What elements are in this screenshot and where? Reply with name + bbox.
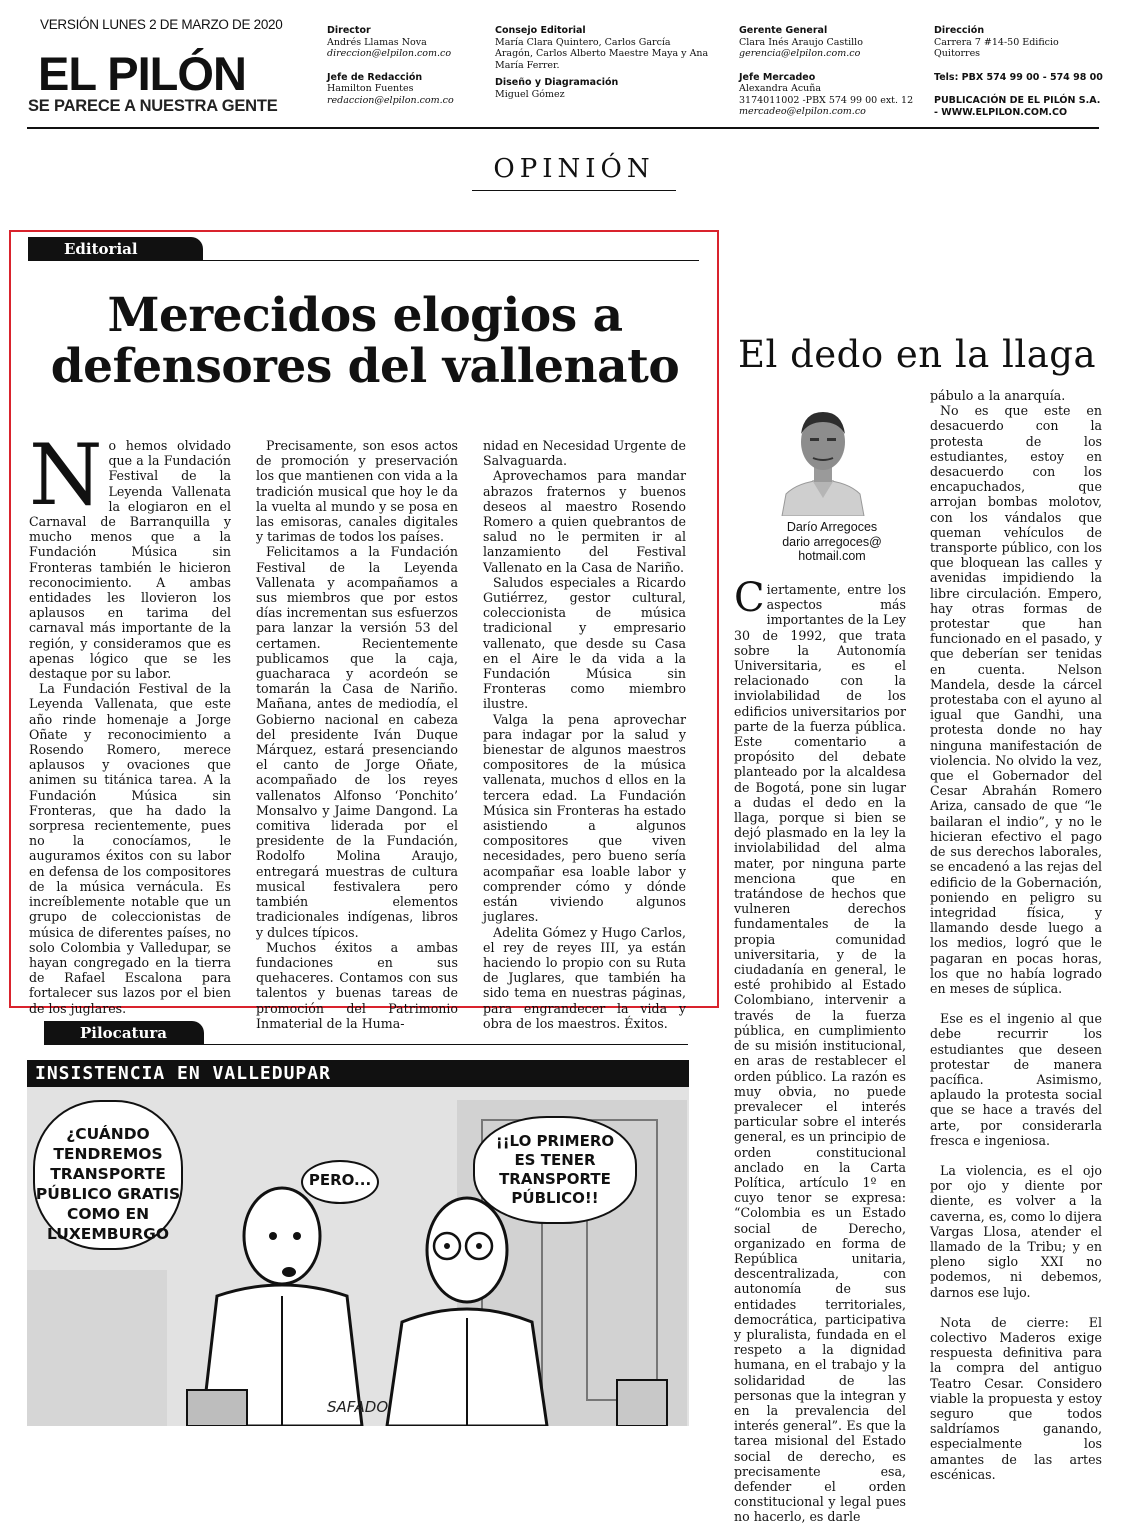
direccion-label: Dirección [934,25,985,36]
direccion-value: Carrera 7 #14-50 Edificio Quitorres [934,36,1059,59]
editorial-paragraph: Saludos especiales a Ricardo Gutiérrez, gestor cultural, coleccionista de música tradicional y empresario vallenato, que desde su Casa en el Aire le da vida a la Fundación Música sin Fronteras como miembro ilustre. [483,574,686,712]
column-paragraph: La violencia, es el ojo por ojo y diente por diente, es volver a la caverna, es, como lo dijera Vargas Llosa, atender el llamado de la Tribu; y en pleno siglo XXI no podemos, ni debemos, darnos ese lujo. [930,1162,1102,1300]
cartoonist-signature: SAFADO [327,1398,389,1416]
mercadeo-email[interactable]: mercadeo@elpilon.com.co [739,106,866,117]
editorial-paragraph: Adelita Gómez y Hugo Carlos, el rey de reyes III, ya están haciendo lo propio con su Ruta de Juglares, que también ha sido tema en nuestras páginas, para engrandecer la vida y obra de los maestros. Éxitos. [483,924,686,1031]
editorial-paragraph: La Fundación Festival de la Leyenda Vallenata, que este año rinde homenaje a Jorge Oñate y reconocimiento a Rosendo Romero, merece aplausos y ovaciones que animen su titánica tarea. A la Fundación Música sin Fronteras, que ha dado la sorpresa recientemente, pues no la conocíamos, le auguramos éxitos con su labor en defensa de los compositores de la música vernácula. Es increíblemente notable que un grupo de coleccionistas de música de diferentes países, no solo Colombia y Valledupar, se hayan congregado en la tierra de Rafael Escalona para fortalecer sus lazos por el bien de los juglares. [29,681,231,1016]
director-email[interactable]: direccion@elpilon.com.co [327,48,452,59]
consejo-label: Consejo Editorial [495,25,586,36]
column-paragraph: No es que este en desacuerdo con la protesta de los estudiantes, estoy en desacuerdo con los encapuchados, que arrojan bombas molotov, con los vándalos que queman vehículos de transporte público, con los que bloquean las calles y avenidas impidiendo la libre circulación. Empero, hay otras formas de protestar que han funcionado en el pasado, y que deberían ser tenidas en cuenta. Nelson Mandela, desde la cárcel protestaba con el ayuno al igual que Gandhi, una protesta donde no hay ninguna manifestación de violencia. No olvido la vez, que el Gobernador del Cesar Abrahán Romero Ariza, cansado de que “le bailaran el indio”, y no le hicieran efectivo el pago de sus derechos laborales, se encadenó a las rejas del edificio de la Gobernación, poniendo en peligro su integridad física, y llamando desde luego a los medios, logró que le pagaran en pocas horas, los que no había logrado en meses de súplica. [930,403,1102,996]
editorial-column-3 [483,438,686,1031]
masthead-rule [27,127,1099,129]
director-name: Andrés Llamas Nova [327,36,427,48]
publication-info[interactable]: PUBLICACIÓN DE EL PILÓN S.A. - WWW.ELPILON.COM.CO [934,95,1101,118]
jefe-redaccion-label: Jefe de Redacción [327,71,423,83]
speech-bubble-2: PERO... [301,1160,379,1204]
author-byline [740,520,924,564]
diseno-label: Diseño y Diagramación [495,77,619,88]
editorial-paragraph: Aprovechamos para mandar abrazos fraternos y buenos deseos al maestro Rosendo Romero a quien quebrantos de salud no le permiten ir al lanzamiento del Festival Vallenato en la Casa de Nariño. [483,468,686,575]
cartoon-image [27,1060,689,1426]
newspaper-slogan: SE PARECE A NUESTRA GENTE [28,97,278,115]
masthead-staff-col1 [327,25,487,106]
section-title-rule [472,190,676,191]
editorial-paragraph: Precisamente, son esos actos de promoción y preservación los que mantienen con vida a la tradición musical que hoy le da la vuelta al mundo y se posa en las emisoras, canales digitales y tarimas de todos los países. [256,438,458,545]
editorial-paragraph: Felicitamos a la Fundación Festival de la Leyenda Vallenata y acompañamos a sus miembros que por estos días incrementan sus esfuerzos para lanzar la versión 53 del certamen. Recientemente publicamos que la caja, guacharaca y acordeón se tomarán la Casa de Nariño. Mañana, antes de mediodía, el Gobierno nacional en cabeza del presidente Iván Duque Márquez, estará presenciando el canto de Jorge Oñate, acompañado de los reyes vallenatos Alfonso ‘Ponchito’ Monsalvo y Jaime Dangond. La comitiva liderada por el presidente de la Fundación, Rodolfo Molina Araujo, entregará muestras de cultura musical festivalera pero también elementos tradicionales indígenas, libros y dulces típicos. [256,544,458,940]
editorial-paragraph: Muchos éxitos a ambas fundaciones en sus quehaceres. Contamos con sus talentos y buenas tareas de promoción del Patrimonio Inmaterial de la Huma- [256,939,458,1031]
jefe-redaccion-name: Hamilton Fuentes [327,83,414,94]
editorial-column-1 [29,426,231,1016]
column-text-2 [930,388,1102,1482]
section-title: OPINIÓN [493,154,655,184]
column-paragraph: pábulo a la anarquía. [930,388,1066,403]
editorial-tab-rule [203,260,699,261]
masthead-staff-col3 [739,25,919,118]
editorial-paragraph: Valga la pena aprovechar para indagar por la salud y bienestar de algunos maestros compositores de la música vallenata, muchos d ellos en la tercera edad. La Fundación Música sin Fronteras ha estado asistiendo a algunos compositores que viven necesidades, pero bueno sería acompañar esa loable labor y comprender cómo y dónde están viviendo algunos juglares. [483,711,686,925]
column-paragraph: Nota de cierre: El colectivo Maderos exige respuesta definitiva para la compra del antiguo Teatro Cesar. Considero viable la propuesta y estoy seguro que todos saldríamos ganando, especialmente los amantes de las artes escénicas. [930,1314,1102,1482]
editorial-paragraph: nidad en Necesidad Urgente de Salvaguarda. [483,438,686,469]
column-paragraph: Ese es el ingenio al que debe recurrir los estudiantes que deseen protestar de manera pacífica. Asimismo, aplaudo la protesta social que se hace a través del arte, por considerarla fresca e ingeniosa. [930,1011,1102,1148]
masthead-contact [934,25,1104,118]
editorial-dropcap: N [29,426,103,524]
diseno-name: Miguel Gómez [495,88,565,100]
editorial-headline: Merecidos elogios a defensores del vallenato [50,288,680,394]
cartoon-title-bar: INSISTENCIA EN VALLEDUPAR [27,1060,689,1087]
mercadeo-name: Alexandra Acuña [739,83,822,94]
gerente-label: Gerente General [739,25,828,36]
director-label: Director [327,25,371,36]
editorial-column-2 [256,438,458,1031]
mercadeo-label: Jefe Mercadeo [739,71,816,83]
jefe-redaccion-email[interactable]: redaccion@elpilon.com.co [327,94,454,106]
editorial-tab: Editorial [28,237,203,261]
column-title: El dedo en la llaga [738,333,1097,376]
author-email-domain[interactable]: hotmail.com [798,549,866,563]
cartoon-tab-rule [204,1044,688,1045]
author-name: Darío Arregoces [786,520,878,534]
author-email[interactable]: dario arregoces@ [782,534,882,549]
cartoon-tab: Pilocatura [44,1021,204,1045]
telephones: Tels: PBX 574 99 00 - 574 98 00 [934,71,1103,83]
masthead-staff-col2 [495,25,710,100]
gerente-name: Clara Inés Araujo Castillo [739,36,863,48]
mercadeo-phone: 3174011002 -PBX 574 99 00 ext. 12 [739,94,914,106]
column-dropcap: C [734,575,765,621]
speech-bubble-3: ¡¡LO PRIMERO ES TENER TRANSPORTE PÚBLICO!! [473,1116,637,1224]
consejo-names: María Clara Quintero, Carlos García Aragón, Carlos Alberto Maestre Maya y Ana María Ferrer. [495,36,709,71]
speech-bubble-1: ¿CUÁNDO TENDREMOS TRANSPORTE PÚBLICO GRATIS COMO EN LUXEMBURGO [33,1100,183,1250]
gerente-email[interactable]: gerencia@elpilon.com.co [739,48,861,59]
column-text-1 [734,575,906,1525]
edition-date: VERSIÓN LUNES 2 DE MARZO DE 2020 [40,17,283,32]
editorial-paragraph: o hemos olvidado que a la Fundación Festival de la Leyenda Vallenata la elogiaron en el Carnaval de Barranquilla y mucho menos que a la Fundación Música sin Fronteras también le hicieron reconocimiento. A ambas entidades les llovieron los aplausos en tarima del carnaval más importante de la región, y consideramos que es apenas lógico que se les destaque por su labor. [29,438,231,682]
newspaper-logo[interactable]: EL PILÓN [38,47,246,100]
author-photo [778,398,868,516]
column-paragraph: iertamente, entre los aspectos más importantes de la Ley 30 de 1992, que trata sobre la Autonomía Universitaria, es el relacionado con la inviolabilidad de los edificios universitarios por parte de la fuerza pública. Este comentario a propósito del debate planteado por la alcaldesa de Bogotá, pone sin lugar a dudas el dedo en la llaga, porque si bien se dejó plasmado en la ley la inviolabilidad del alma mater, por ninguna parte menciona que en tratándose de hechos que vulneren derechos fundamentales de la propia comunidad universitaria, y de la ciudadanía en general, le esté prohibido al Estado Colombiano, intervenir a través de la fuerza pública, en cumplimiento de su misión institucional, en aras de restablecer el orden público. La razón es muy obvia, no puede prevalecer el interés particular sobre el interés general, es un principio de orden constitucional anclado en la Carta Política, artículo 1º en cuyo tenor se expresa: “Colombia es un Estado social de Derecho, organizado en forma de República unitaria, descentralizada, con autonomía de sus entidades territoriales, democrática, participativa y pluralista, fundada en el respeto a la dignidad humana, en el trabajo y la solidaridad de las personas que la integran y en la prevalencia del interés general”. Es que la tarea misional del Estado social de derecho, es precisamente esa, defender el orden constitucional y legal pues no hacerlo, es darle [734,582,906,1525]
